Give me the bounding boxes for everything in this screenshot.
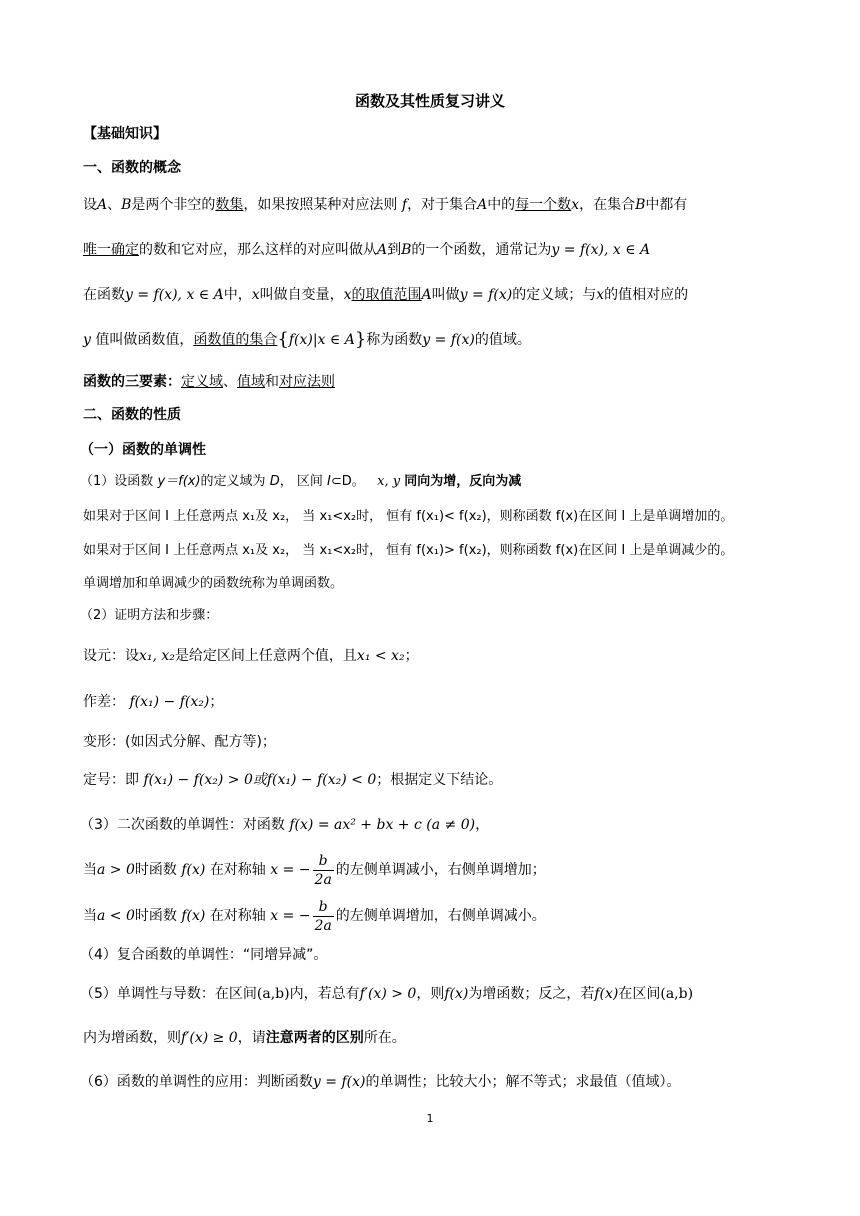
step-set-variables: 设元：设x₁, x₂是给定区间上任意两个值，且x₁ < x₂； [83,648,419,664]
item-3-line: （3）二次函数的单调性：对函数 f(x) = ax² + bx + c (a ≠ 0)， [80,817,490,833]
section-2-heading: 二、函数的性质 [83,407,181,423]
subsection-monotonicity-heading: （一）函数的单调性 [80,442,206,458]
step-transform: 变形：(如因式分解、配方等)； [83,734,276,750]
quadratic-case-positive: 当a > 0时函数 f(x) 在对称轴 x = − $\frac{b}{2a}$ 的左侧单调减小，右侧单调增加； [83,852,546,888]
monotonic-summary-line: 单调增加和单调减少的函数统称为单调函数。 [83,576,344,591]
document-title: 函数及其性质复习讲义 [354,92,505,110]
note-difference: 注意两者的区别 [265,1030,364,1046]
basic-knowledge-heading: 【基础知识】 [83,126,167,142]
item-6-line: （6）函数的单调性的应用：判断函数y = f(x)的单调性；比较大小；解不等式；求最值（值域）。 [80,1074,681,1090]
axis-fraction: $\frac{b}{2a}$ [314,852,332,888]
value-set-expression: f(x)|x ∈ A [288,332,355,348]
underlined-every: 每一个数 [515,197,572,213]
step-sign: 定号：即 f(x₁) − f(x₂) > 0或f(x₁) − f(x₂) < 0；根据定义下结论。 [83,772,503,788]
section-1-heading: 一、函数的概念 [83,160,181,176]
decreasing-definition-line: 如果对于区间 I 上任意两点 x₁及 x₂， 当 x₁<x₂时， 恒有 f(x₁)> f(x₂)，则称函数 f(x)在区间 I 上是单调减少的。 [83,543,734,558]
underlined-range-of: 的取值范围 [351,287,422,303]
axis-fraction: $\frac{b}{2a}$ [314,898,332,934]
item-4-line: （4）复合函数的单调性：“同增异减”。 [80,947,328,963]
item-2-line: （2）证明方法和步骤： [80,608,219,623]
step-difference: 作差： f(x₁) − f(x₂)； [83,694,224,710]
quadratic-expression: f(x) = ax² + bx + c (a ≠ 0) [289,817,476,833]
underlined-sets: 数集 [215,197,244,213]
underlined-set-of-values: 函数值的集合 [193,332,278,348]
three-elements-line: 函数的三要素：定义域、值域和对应法则 [83,374,335,390]
value-range-line: y 值叫做函数值，函数值的集合{f(x)|x ∈ A}称为函数y = f(x)的值域。 [83,329,531,350]
item-5-line: （5）单调性与导数：在区间(a,b)内，若总有f′(x) > 0，则f(x)为增函数；反之，若f(x)在区间(a,b) [80,986,694,1002]
quadratic-case-negative: 当a < 0时函数 f(x) 在对称轴 x = − $\frac{b}{2a}$ 的左侧单调增加，右侧单调减小。 [83,898,546,934]
definition-line-1: 设A、B是两个非空的数集，如果按照某种对应法则 f，对于集合A中的每一个数x，在集合B中都有 [83,197,688,213]
increasing-definition-line: 如果对于区间 I 上任意两点 x₁及 x₂， 当 x₁<x₂时， 恒有 f(x₁)< f(x₂)，则称函数 f(x)在区间 I 上是单调增加的。 [83,509,734,524]
definition-line-2: 唯一确定的数和它对应，那么这样的对应叫做从A到B的一个函数，通常记为y = f(x), x ∈ A [83,242,651,258]
item-1-line: （1）设函数 y＝f(x)的定义域为 D， 区间 I⊂D。 x, y 同向为增，反向为减 [80,474,522,489]
item-5-continuation: 内为增函数，则f′(x) ≥ 0，请注意两者的区别所在。 [83,1030,406,1046]
rule-same-direction: 同向为增，反向为减 [404,474,522,489]
page-number: 1 [426,1112,434,1125]
domain-definition-line: 在函数y = f(x), x ∈ A中，x叫做自变量，x的取值范围A叫做y = f(x)的定义域；与x的值相对应的 [83,287,689,303]
underlined-unique: 唯一确定 [83,242,139,258]
